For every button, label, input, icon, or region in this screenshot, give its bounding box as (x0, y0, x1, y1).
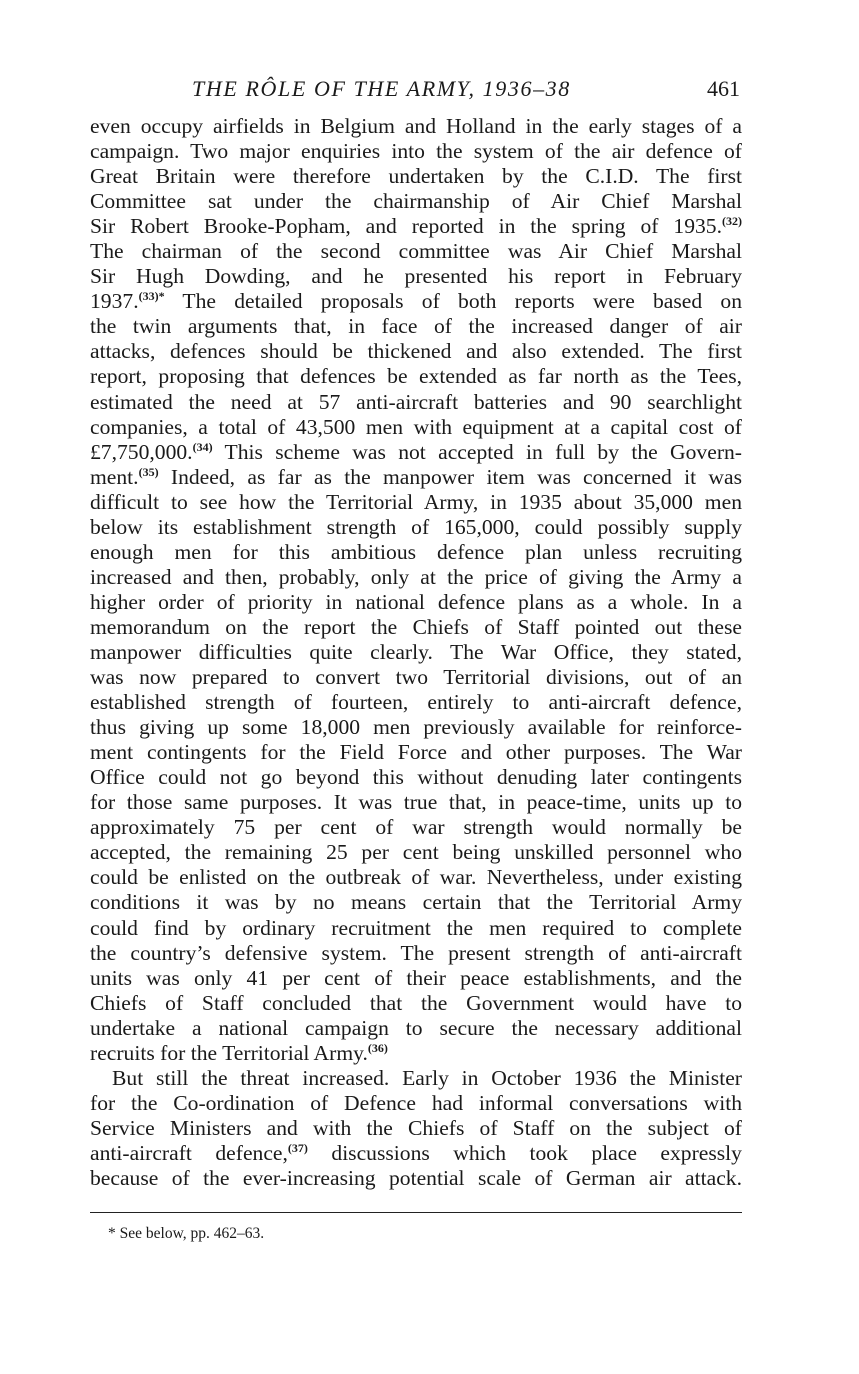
text-line: The chairman of the second committee was Air Chief Marshal (90, 239, 742, 264)
text-line: established strength of fourteen, entirely to anti-aircraft defence, (90, 690, 742, 715)
text-line: because of the ever-increasing potential scale of German air attack. (90, 1165, 742, 1190)
text-line: even occupy airfields in Belgium and Holland in the early stages of a (90, 114, 742, 138)
text-line: memorandum on the report the Chiefs of Staff pointed out these (90, 614, 742, 639)
footnote-reference: (32) (722, 214, 742, 229)
text-line: accepted, the remaining 25 per cent being unskilled personnel who (90, 840, 742, 865)
text-line: recruits for the Territorial Army.$^{(36)}$ (90, 1040, 388, 1065)
text-line: undertake a national campaign to secure the necessary additional (90, 1015, 742, 1040)
text-line: Chiefs of Staff concluded that the Government would have to (90, 990, 742, 1015)
text-line: ment contingents for the Field Force and other purposes. The War (90, 740, 742, 765)
text-line: the twin arguments that, in face of the increased danger of air (90, 314, 742, 339)
footnote-reference: (36) (367, 1040, 388, 1055)
text-line: could find by ordinary recruitment the men required to complete (90, 915, 742, 940)
text-line: higher order of priority in national defence plans as a whole. In a (90, 589, 742, 614)
text-line: 1937.$^{(33)*}$ The detailed proposals of both reports were based on (90, 289, 742, 314)
text-line: report, proposing that defences be extended as far north as the Tees, (90, 364, 742, 389)
text-line: for those same purposes. It was true that, in peace-time, units up to (90, 790, 742, 815)
text-line: But still the threat increased. Early in October 1936 the Minister (112, 1065, 742, 1090)
text-line: increased and then, probably, only at the price of giving the Army a (90, 564, 742, 589)
text-line: Great Britain were therefore undertaken by the C.I.D. The first (90, 164, 742, 189)
text-line: approximately 75 per cent of war strength would normally be (90, 815, 742, 840)
text-line: £7,750,000.$^{(34)}$ This scheme was not accepted in full by the Govern- (90, 439, 742, 464)
text-line: Office could not go beyond this without denuding later contingents (90, 765, 742, 790)
text-line: could be enlisted on the outbreak of war. Nevertheless, under existing (90, 865, 742, 890)
text-line: companies, a total of 43,500 men with equipment at a capital cost of (90, 414, 742, 439)
text-line: attacks, defences should be thickened and also extended. The first (90, 339, 742, 364)
footnote-reference: (35) (138, 464, 159, 479)
text-line: difficult to see how the Territorial Army, in 1935 about 35,000 men (90, 489, 742, 514)
text-line: campaign. Two major enquiries into the system of the air defence of (90, 139, 742, 164)
footnote-reference: (33)* (138, 289, 165, 304)
text-line: ment.$^{(35)}$ Indeed, as far as the manpower item was concerned it was (90, 464, 742, 489)
text-line: below its establishment strength of 165,000, could possibly supply (90, 514, 742, 539)
text-line: was now prepared to convert two Territorial divisions, out of an (90, 665, 742, 690)
text-line: the country’s defensive system. The present strength of anti-aircraft (90, 940, 742, 965)
text-line: estimated the need at 57 anti-aircraft batteries and 90 searchlight (90, 389, 742, 414)
footnote-reference: (34) (192, 439, 213, 454)
text-line: units was only 41 per cent of their peace establishments, and the (90, 965, 742, 990)
text-line: anti-aircraft defence,$^{(37)}$ discussions which took place expressly (90, 1140, 742, 1165)
text-line: enough men for this ambitious defence plan unless recruiting (90, 539, 742, 564)
running-header (90, 76, 742, 106)
text-line: manpower difficulties quite clearly. The War Office, they stated, (90, 639, 742, 664)
footnote-reference: (37) (287, 1140, 308, 1155)
text-line: conditions it was by no means certain that the Territorial Army (90, 890, 742, 915)
text-line: Sir Hugh Dowding, and he presented his report in February (90, 264, 742, 289)
text-line: for the Co-ordination of Defence had informal conversations with (90, 1090, 742, 1115)
footnote: * See below, pp. 462–63. (108, 1225, 265, 1242)
text-line: thus giving up some 18,000 men previously available for reinforce- (90, 715, 742, 740)
text-line: Sir Robert Brooke-Popham, and reported in the spring of 1935.$^{(32)}$ (90, 214, 742, 239)
footnote-rule (90, 1212, 742, 1213)
text-line: Service Ministers and with the Chiefs of Staff on the subject of (90, 1115, 742, 1140)
body-text (90, 114, 742, 1191)
running-title: THE RÔLE OF THE ARMY, 1936–38 (192, 76, 571, 101)
page-number: 461 (707, 76, 740, 101)
text-line: Committee sat under the chairmanship of Air Chief Marshal (90, 189, 742, 214)
